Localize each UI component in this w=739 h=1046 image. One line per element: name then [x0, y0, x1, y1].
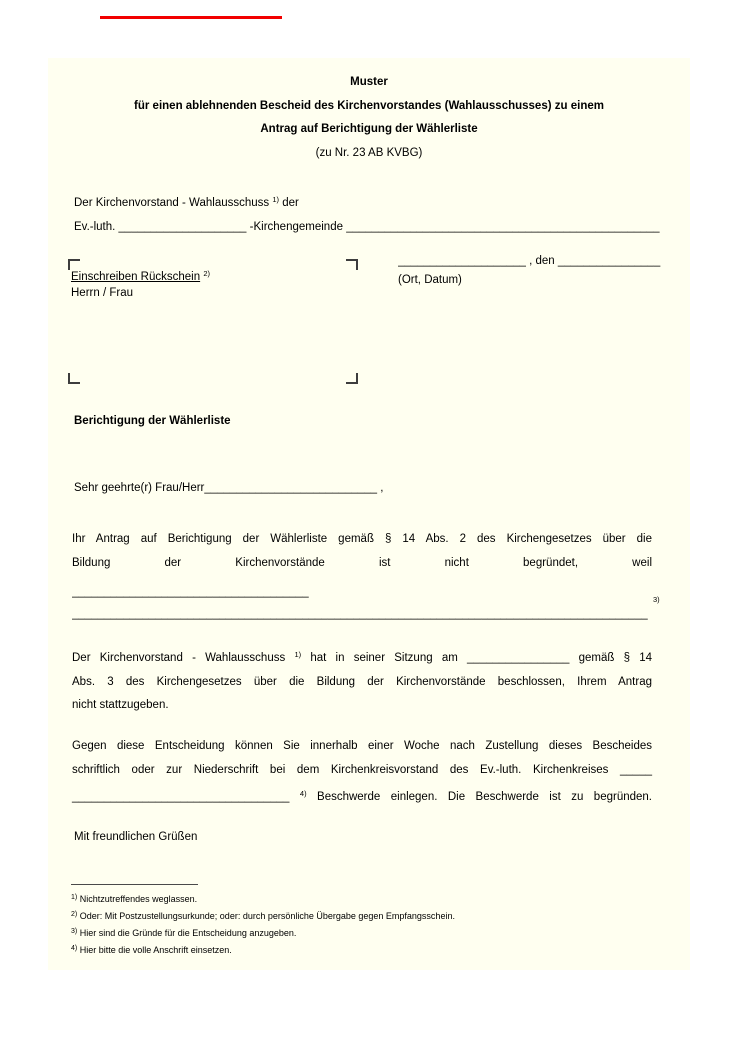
delivery-method-line [71, 266, 210, 286]
greeting-comma: , [377, 482, 384, 494]
footnote-3 [71, 924, 671, 941]
footnote-ref-2: 2) [203, 269, 210, 278]
reason-blank-line-2: __________________________________________________________________________________________ [72, 608, 648, 620]
reason-blank-line-1: _____________________________________ [72, 586, 309, 598]
paragraph-3 [72, 735, 652, 810]
parish-name-blank: _________________________________________________ [346, 220, 660, 233]
red-margin-line [100, 16, 282, 19]
address-block [71, 266, 210, 301]
sender-line-2 [74, 216, 664, 240]
date-blank: ________________ [557, 255, 661, 267]
place-blank: ____________________ [398, 255, 526, 267]
title-line-1: Muster [350, 76, 388, 88]
address-bracket-top-right [346, 259, 358, 270]
footnote-ref-4: 4) [299, 789, 307, 798]
paragraph-2-line-1-tail: hat in seiner Sitzung am ________________ gemäß § 14 [301, 652, 652, 664]
title-line-3: Antrag auf Berichtigung der Wählerliste [260, 123, 478, 135]
church-prefix: Ev.-luth. [74, 220, 119, 233]
greeting-name-blank: ___________________________ [204, 482, 378, 494]
delivery-method-label: Einschreiben Rückschein [71, 271, 201, 283]
paragraph-1-line-1: Ihr Antrag auf Berichtigung der Wählerliste gemäß § 14 Abs. 2 des Kirchengesetzes über die [72, 533, 652, 545]
place-date-caption: (Ort, Datum) [398, 274, 462, 286]
greeting-text: Sehr geehrte(r) Frau/Herr [74, 482, 205, 494]
footnote-2-text: Oder: Mit Postzustellungsurkunde; oder: durch persönliche Übergabe gegen Empfangsschein. [77, 911, 455, 921]
document-page [48, 58, 690, 970]
church-name-blank: ____________________ [118, 220, 247, 233]
footnote-1 [71, 890, 671, 907]
footnote-ref-3: 3) [653, 595, 660, 604]
address-bracket-bottom-left [68, 373, 80, 384]
footnote-2-marker: 2) [71, 911, 78, 918]
footnote-ref-1: 1) [272, 195, 280, 204]
paragraph-2-line-1 [72, 643, 652, 671]
footnote-4-marker: 4) [71, 945, 78, 952]
kirchenkreis-address-blank: __________________________________ [72, 791, 300, 803]
title-block [48, 71, 690, 165]
paragraph-2-line-2: Abs. 3 des Kirchengesetzes über die Bildung der Kirchenvorstände beschlossen, Ihrem Antrag [72, 675, 652, 688]
greeting-line [74, 477, 383, 501]
sender-block [74, 188, 664, 239]
paragraph-3-line-3 [72, 782, 652, 810]
subject-heading: Berichtigung der Wählerliste [74, 415, 231, 427]
footnote-2 [71, 907, 671, 924]
paragraph-3-line-3-tail: Beschwerde einlegen. Die Beschwerde ist zu begründen. [306, 791, 652, 803]
recipient-salutation: Herrn / Frau [71, 286, 133, 299]
paragraph-1-line-2: Bildung der Kirchenvorstände ist nicht begründet, weil [72, 556, 652, 569]
paragraph-2-line-1-text: Der Kirchenvorstand - Wahlausschuss [72, 652, 295, 664]
paragraph-3-line-2: schriftlich oder zur Niederschrift bei dem Kirchenkreisvorstand des Ev.-luth. Kirchenkreises _____ [72, 763, 652, 776]
footnote-4 [71, 941, 671, 958]
den-label: , den [525, 255, 558, 267]
title-line-4: (zu Nr. 23 AB KVBG) [315, 146, 423, 159]
address-bracket-bottom-right [346, 373, 358, 384]
church-suffix: -Kirchengemeinde [246, 220, 347, 233]
sender-line-1-text: Der Kirchenvorstand - Wahlausschuss [74, 197, 273, 209]
date-block [398, 252, 666, 290]
footnote-4-text: Hier bitte die volle Anschrift einsetzen. [77, 945, 232, 955]
footnotes-block [71, 890, 671, 958]
footnote-1-text: Nichtzutreffendes weglassen. [77, 894, 198, 904]
sender-line-1 [74, 188, 664, 216]
paragraph-2 [72, 643, 652, 718]
footnote-3-text: Hier sind die Gründe für die Entscheidung anzugeben. [77, 928, 297, 938]
paragraph-2-line-3: nicht stattzugeben. [72, 699, 169, 711]
footnote-1-marker: 1) [71, 894, 78, 901]
paragraph-1 [72, 528, 652, 575]
closing-line: Mit freundlichen Grüßen [74, 831, 198, 843]
footnote-separator [71, 884, 198, 885]
footnote-ref-1b: 1) [294, 650, 302, 659]
place-date-line [398, 252, 666, 271]
sender-line-1-tail: der [279, 197, 299, 209]
footnote-3-marker: 3) [71, 928, 78, 935]
title-line-2: für einen ablehnenden Bescheid des Kirchenvorstandes (Wahlausschusses) zu einem [134, 99, 604, 112]
paragraph-3-line-1: Gegen diese Entscheidung können Sie innerhalb einer Woche nach Zustellung dieses Bescheides [72, 740, 652, 752]
